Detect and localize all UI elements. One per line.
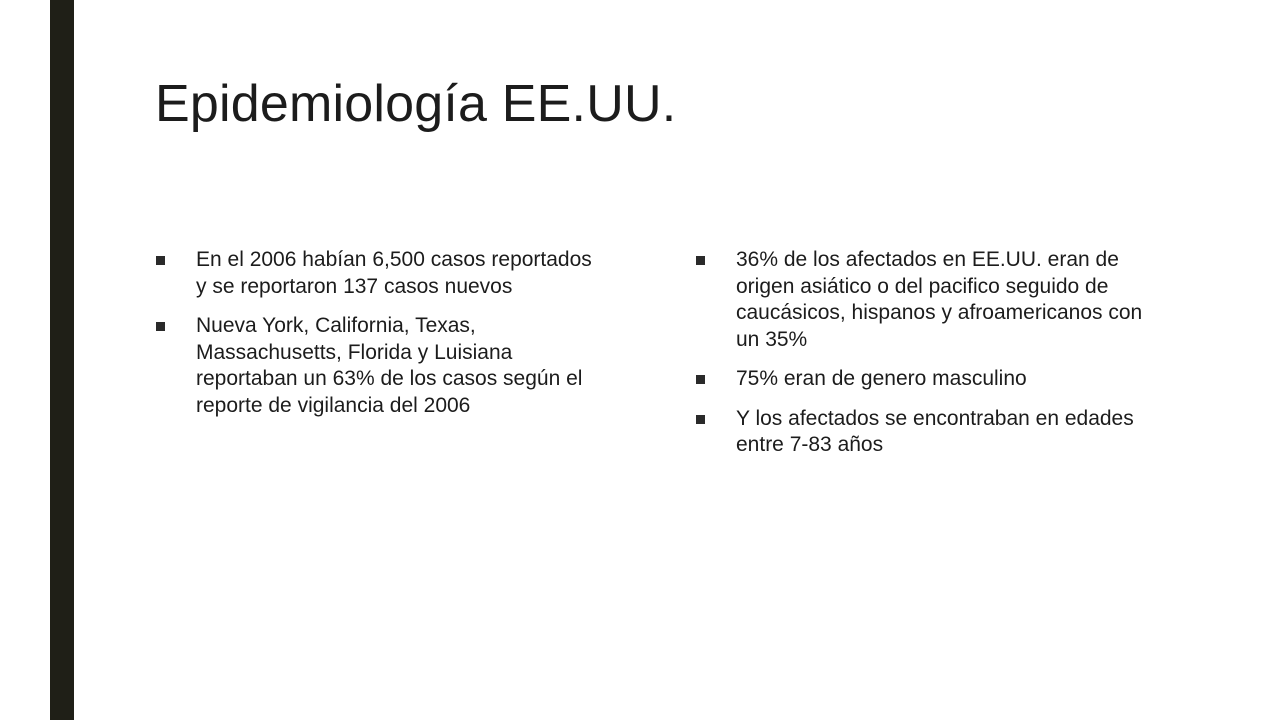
square-bullet-icon (696, 415, 705, 424)
list-item (695, 406, 1145, 459)
bullet-text: 75% eran de genero masculino (736, 367, 1027, 390)
bullet-list-right (695, 247, 1145, 472)
bullet-text: En el 2006 habían 6,500 casos reportados y se reportaron 137 casos nuevos (196, 248, 592, 298)
bullet-list-left (155, 247, 605, 432)
bullet-text: 36% de los afectados en EE.UU. eran de origen asiático o del pacifico seguido de caucásicos, hispanos y afroamericanos con un 35% (736, 248, 1143, 351)
list-item (155, 247, 605, 300)
list-item (695, 366, 1145, 393)
square-bullet-icon (696, 375, 705, 384)
list-item (695, 247, 1145, 353)
bullet-text: Y los afectados se encontraban en edades entre 7-83 años (736, 406, 1134, 456)
bullet-text: Nueva York, California, Texas, Massachusetts, Florida y Luisiana reportaban un 63% de los casos según el reporte de vigilancia del 2006 (196, 314, 583, 417)
square-bullet-icon (696, 256, 705, 265)
accent-bar (50, 0, 74, 720)
list-item (155, 313, 605, 419)
square-bullet-icon (156, 256, 165, 265)
slide-title: Epidemiología EE.UU. (155, 75, 677, 133)
square-bullet-icon (156, 322, 165, 331)
